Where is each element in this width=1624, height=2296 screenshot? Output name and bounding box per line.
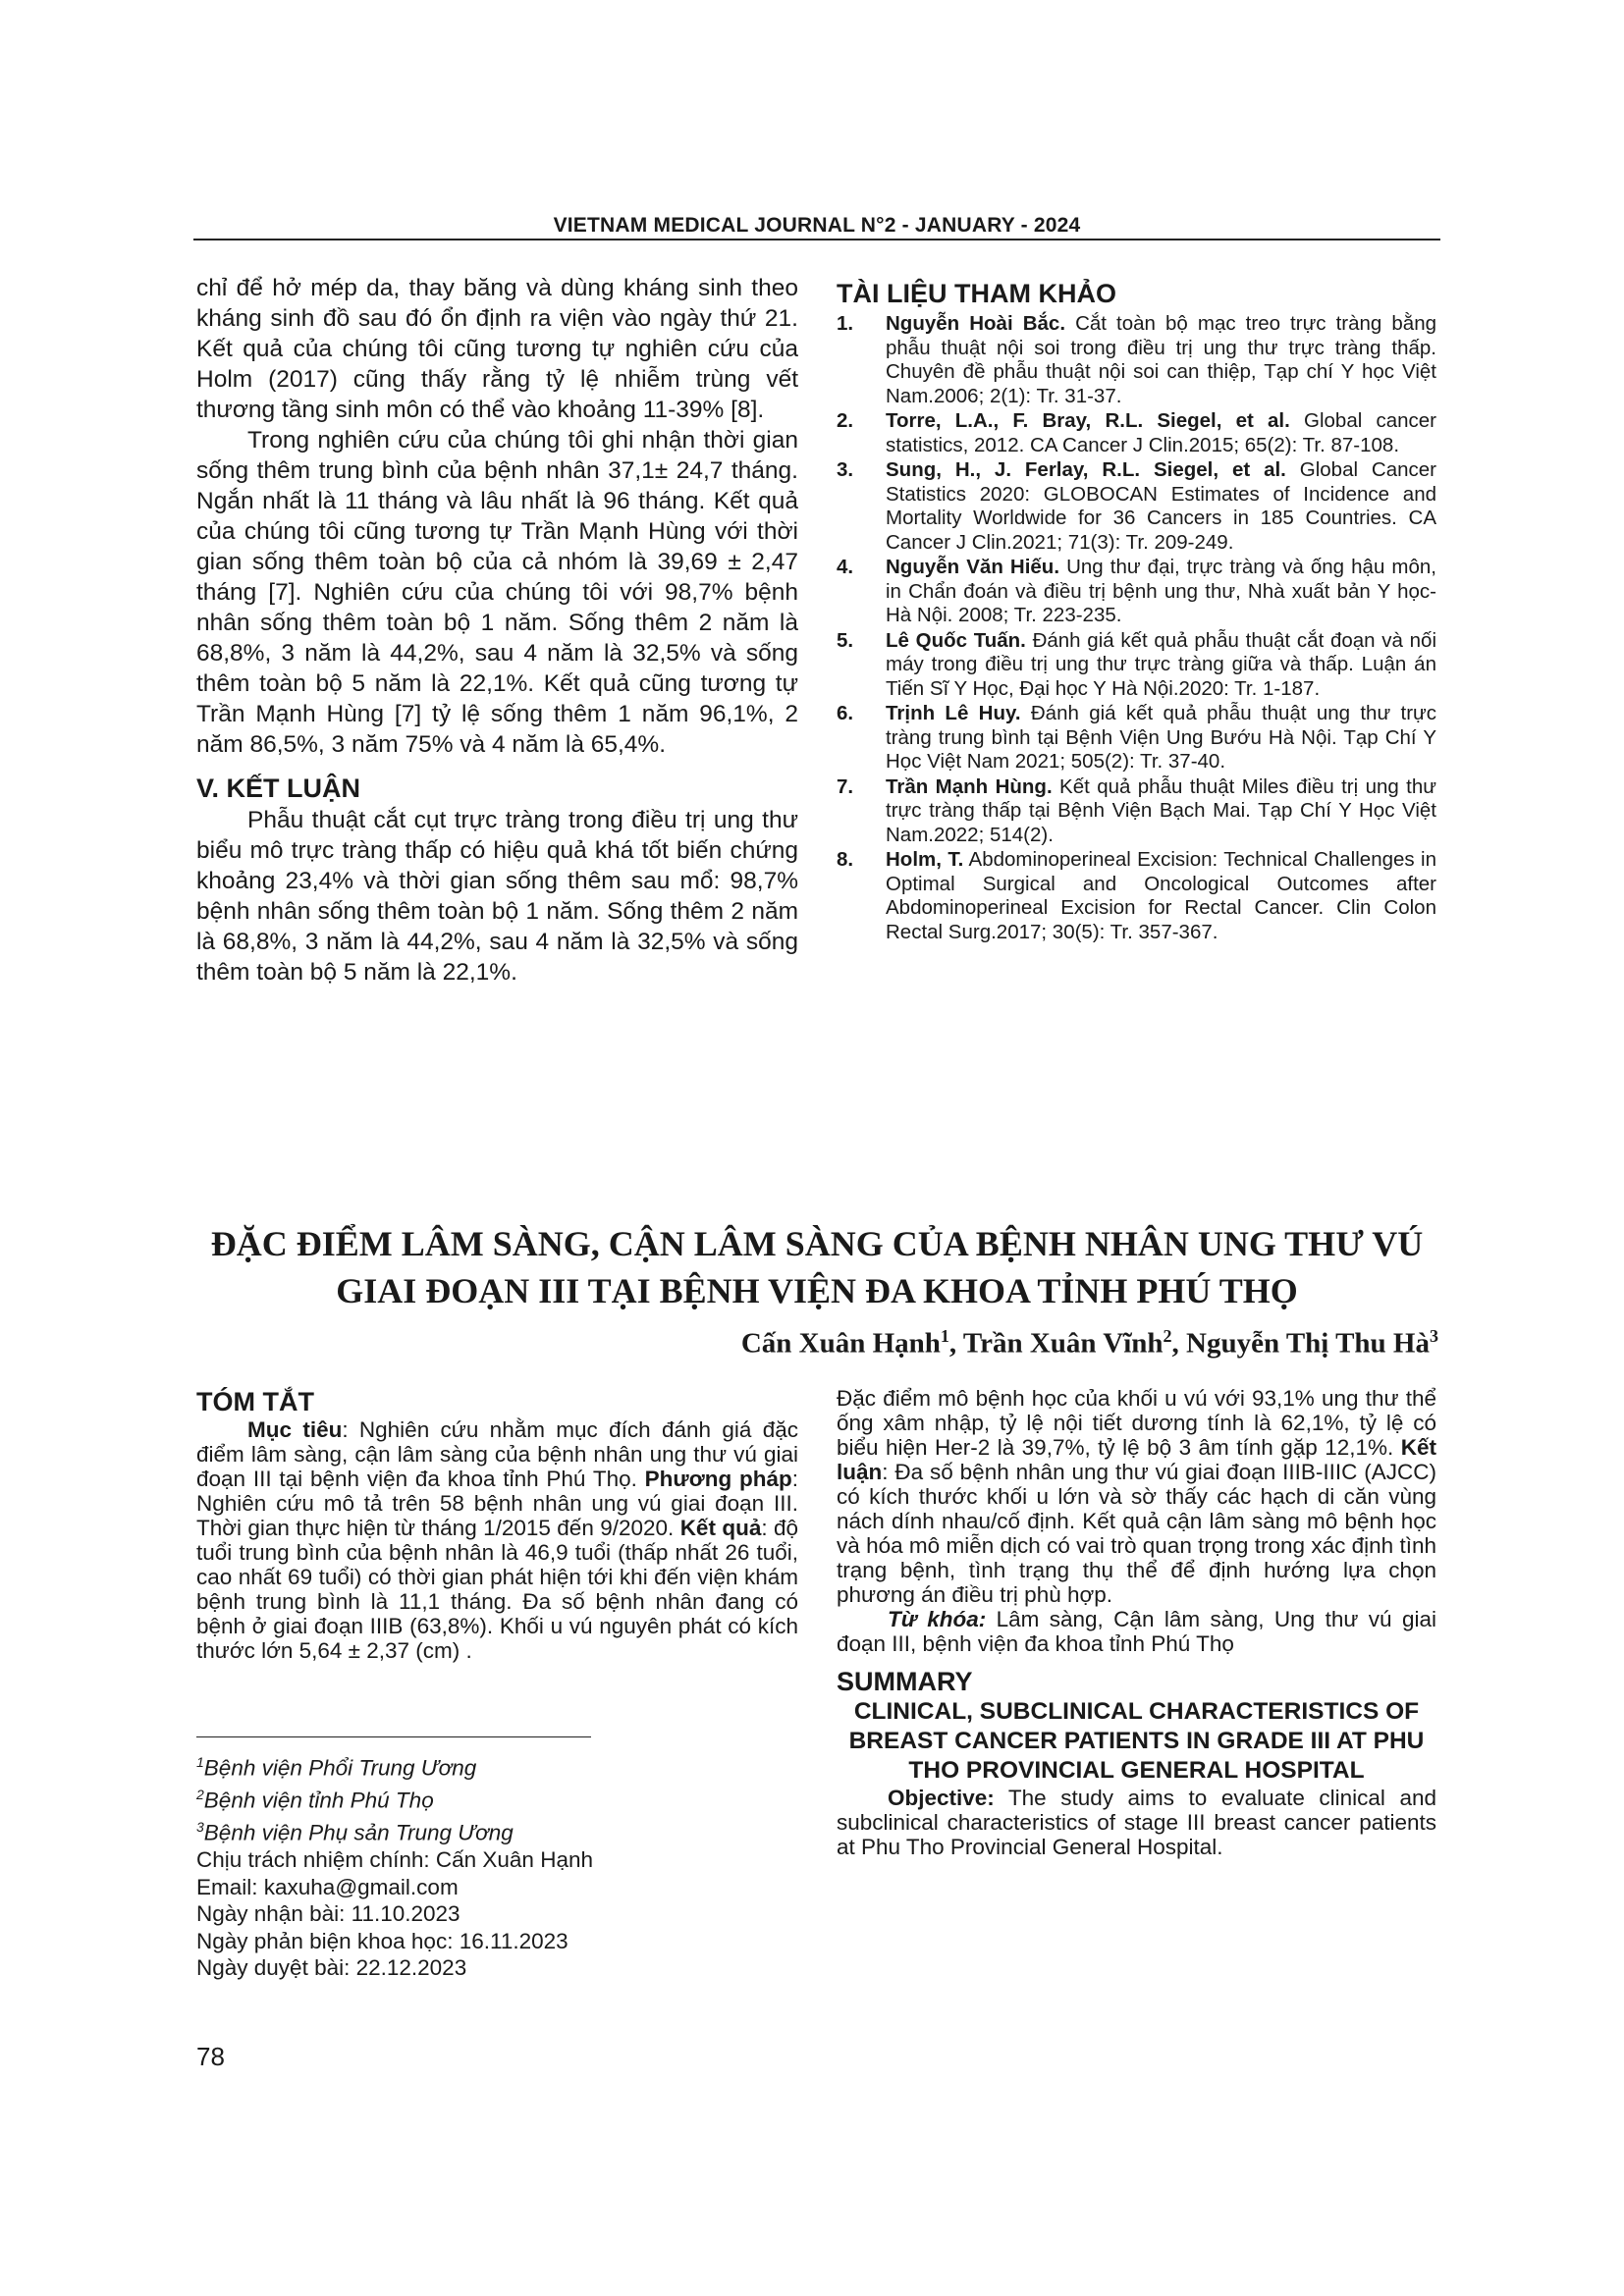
affiliation-mark: 3 xyxy=(1430,1326,1438,1346)
email: Email: kaxuha@gmail.com xyxy=(196,1874,459,1899)
paragraph: Phẫu thuật cắt cụt trực tràng trong điều trị ung thư biểu mô trực tràng thấp có hiệu quả khá tốt biến chứng khoảng 23,4% và thời gian sống thêm sau mổ: 98,7% bệnh nhân sống thêm toàn bộ 1 năm. Sống thêm 2 năm là 68,8%, 3 năm là 44,2%, sau 4 năm là 32,5% và sống thêm toàn bộ 5 năm là 22,1%. xyxy=(196,807,798,986)
abstract-right-column xyxy=(837,1386,1436,1859)
abstract-left-column xyxy=(196,1386,798,1663)
article-title xyxy=(193,1220,1440,1314)
affiliation-mark: 1 xyxy=(940,1326,949,1346)
corresponding-author: Chịu trách nhiệm chính: Cấn Xuân Hạnh xyxy=(196,1847,593,1872)
received-date: Ngày nhận bài: 11.10.2023 xyxy=(196,1901,460,1926)
paragraph: Trong nghiên cứu của chúng tôi ghi nhận thời gian sống thêm trung bình của bệnh nhân 37,1± 24,7 tháng. Ngắn nhất là 11 tháng và lâu nhất là 96 tháng. Kết quả của chúng tôi cũng tương tự Trần Mạnh Hùng với thời gian sống thêm toàn bộ của cả nhóm là 39,69 ± 2,47 tháng [7]. Nghiên cứu của chúng tôi với 98,7% bệnh nhân sống thêm toàn bộ 1 năm. Sống thêm 2 năm là 68,8%, 3 năm là 44,2%, sau 4 năm là 32,5% và sống thêm toàn bộ 5 năm là 22,1%. Kết quả cũng tương tự Trần Mạnh Hùng [7] tỷ lệ sống thêm 1 năm 96,1%, 2 năm 86,5%, 3 năm 75% và 4 năm là 65,4%. xyxy=(196,427,798,758)
author-line: Cấn Xuân Hạnh$^1$, Trần Xuân Vĩnh$^2$, Nguyễn Thị Thu $Hà^3$ xyxy=(740,1326,1438,1360)
reference-item: 2. Torre, L.A., F. Bray, R.L. Siegel, et al. Global cancer statistics, 2012. CA Cancer J Clin.2015; 65(2): Tr. 87-108. xyxy=(837,409,1436,456)
affiliation: $^2$Bệnh viện tỉnh Phú Thọ xyxy=(196,1787,434,1813)
footnotes xyxy=(196,1749,798,1982)
keywords: Từ khóa: Lâm sàng, Cận lâm sàng, Ung thư vú giai đoạn III, bệnh viện đa khoa tỉnh Phú Thọ xyxy=(837,1607,1436,1656)
header-rule xyxy=(193,239,1440,240)
footnote-rule xyxy=(196,1736,591,1737)
reference-item: 8. Holm, T. Abdominoperineal Excision: Technical Challenges in Optimal Surgical and Oncological Outcomes after Abdominoperineal Excision for Rectal Cancer. Clin Colon Rectal Surg.2017; 30(5): Tr. 357-367. xyxy=(837,848,1436,943)
reference-list xyxy=(837,312,1436,944)
reviewed-date: Ngày phản biện khoa học: 16.11.2023 xyxy=(196,1928,568,1953)
running-header: VIETNAM MEDICAL JOURNAL N°2 - JANUARY - 2024 xyxy=(553,214,1081,237)
author-name: Cấn Xuân Hạnh xyxy=(740,1327,941,1360)
reference-item: 7. Trần Mạnh Hùng. Kết quả phẫu thuật Miles điều trị ung thư trực tràng thấp tại Bệnh Viện Bạch Mai. Tạp Chí Y Học Việt Nam.2022; 514(2). xyxy=(837,774,1436,846)
references-column xyxy=(837,277,1436,945)
reference-item: 3. Sung, H., J. Ferlay, R.L. Siegel, et al. Global Cancer Statistics 2020: GLOBOCAN Estimates of Incidence and Mortality Worldwide for 36 Cancers in 185 Countries. CA Cancer J Clin.2021; 71(3): Tr. 209-249. xyxy=(837,458,1437,554)
summary-paragraph: Objective: The study aims to evaluate clinical and subclinical characteristics of stage III breast cancer patients at Phu Tho Provincial General Hospital. xyxy=(837,1786,1436,1859)
section-heading: V. KẾT LUẬN xyxy=(196,774,361,803)
reference-item: 5. Lê Quốc Tuấn. Đánh giá kết quả phẫu thuật cắt đoạn và nối máy trong điều trị ung thư trực tràng giữa và thấp. Luận án Tiến Sĩ Y Học, Đại học Y Hà Nội.2020: Tr. 1-187. xyxy=(837,628,1436,700)
references-heading: TÀI LIỆU THAM KHẢO xyxy=(837,279,1116,308)
abstract-heading: TÓM TẮT xyxy=(196,1387,314,1416)
english-title: CLINICAL, SUBCLINICAL CHARACTERISTICS OF BREAST CANCER PATIENTS IN GRADE III AT PHU THO PROVINCIAL GENERAL HOSPITAL xyxy=(848,1698,1425,1784)
accepted-date: Ngày duyệt bài: 22.12.2023 xyxy=(196,1955,467,1980)
author-name: Trần Xuân Vĩnh xyxy=(962,1327,1164,1360)
article-title-line: ĐẶC ĐIỂM LÂM SÀNG, CẬN LÂM SÀNG CỦA BỆNH NHÂN UNG THƯ VÚ xyxy=(210,1224,1424,1263)
affiliation-mark: 2 xyxy=(1163,1326,1172,1346)
author-name: Nguyễn Thị Thu Hà xyxy=(1186,1327,1430,1360)
affiliation: $^3$Bệnh viện Phụ sản Trung Ương xyxy=(196,1819,514,1845)
article-title-line: GIAI ĐOẠN III TẠI BỆNH VIỆN ĐA KHOA TỈNH PHÚ THỌ xyxy=(336,1271,1298,1310)
reference-item: 4. Nguyễn Văn Hiếu. Ung thư đại, trực tràng và ống hậu môn, in Chẩn đoán và điều trị bệnh ung thư, Nhà xuất bản Y học-Hà Nội. 2008; Tr. 223-235. xyxy=(837,556,1436,626)
abstract-paragraph: Đặc điểm mô bệnh học của khối u vú với 93,1% ung thư thể ống xâm nhập, tỷ lệ nội tiết dương tính là 62,1%, tỷ lệ có biểu hiện Her-2 là 39,7%, tỷ lệ bộ 3 âm tính gặp 12,1%. Kết luận: Đa số bệnh nhân ung thư vú giai đoạn IIIB-IIIC (AJCC) có kích thước khối u lớn và sờ thấy các hạch di căn vùng nách dính nhau/cố định. Kết quả cận lâm sàng mô bệnh học và hóa mô miễn dịch có vai trò quan trọng trong xác định tình trạng bệnh, tình trạng thụ thể để định hướng lựa chọn phương án điều trị phù hợp. xyxy=(837,1386,1436,1607)
affiliation: $^1$Bệnh viện Phổi Trung Ương xyxy=(196,1754,477,1781)
reference-item: 6. Trịnh Lê Huy. Đánh giá kết quả phẫu thuật ung thư trực tràng trung bình tại Bệnh Viện Ung Bướu Hà Nội. Tạp Chí Y Học Việt Nam 2021; 505(2): Tr. 37-40. xyxy=(837,702,1436,773)
summary-heading: SUMMARY xyxy=(837,1667,973,1696)
abstract-paragraph: Mục tiêu: Nghiên cứu nhằm mục đích đánh giá đặc điểm lâm sàng, cận lâm sàng của bệnh nhân ung thư vú giai đoạn III tại bệnh viện đa khoa tỉnh Phú Thọ. Phương pháp: Nghiên cứu mô tả trên 58 bệnh nhân ung vú giai đoạn III. Thời gian thực hiện từ tháng 1/2015 đến 9/2020. Kết quả: độ tuổi trung bình của bệnh nhân là 46,9 tuổi (thấp nhất 26 tuổi, cao nhất 69 tuổi) có thời gian phát hiện tới khi đến viện khám bệnh trung bình là 11,1 tháng. Đa số bệnh nhân đang có bệnh ở giai đoạn IIIB (63,8%). Khối u vú nguyên phát có kích thước lớn 5,64 ± 2,37 (cm) . xyxy=(196,1417,799,1663)
page-number: 78 xyxy=(196,2042,225,2071)
reference-item: 1. Nguyễn Hoài Bắc. Cắt toàn bộ mạc treo trực tràng bằng phẫu thuật nội soi trong điều trị ung thư trực tràng thấp. Chuyên đề phẫu thuật nội soi can thiệp, Tạp chí Y học Việt Nam.2006; 2(1): Tr. 31-37. xyxy=(837,312,1437,407)
paragraph: chỉ để hở mép da, thay băng và dùng kháng sinh theo kháng sinh đồ sau đó ổn định ra viện vào ngày thứ 21. Kết quả của chúng tôi cũng tương tự nghiên cứu của Holm (2017) cũng thấy rằng tỷ lệ nhiễm trùng vết thương tầng sinh môn có thể vào khoảng 11-39% [8]. xyxy=(196,275,798,423)
prev-article-left-column xyxy=(196,273,798,988)
